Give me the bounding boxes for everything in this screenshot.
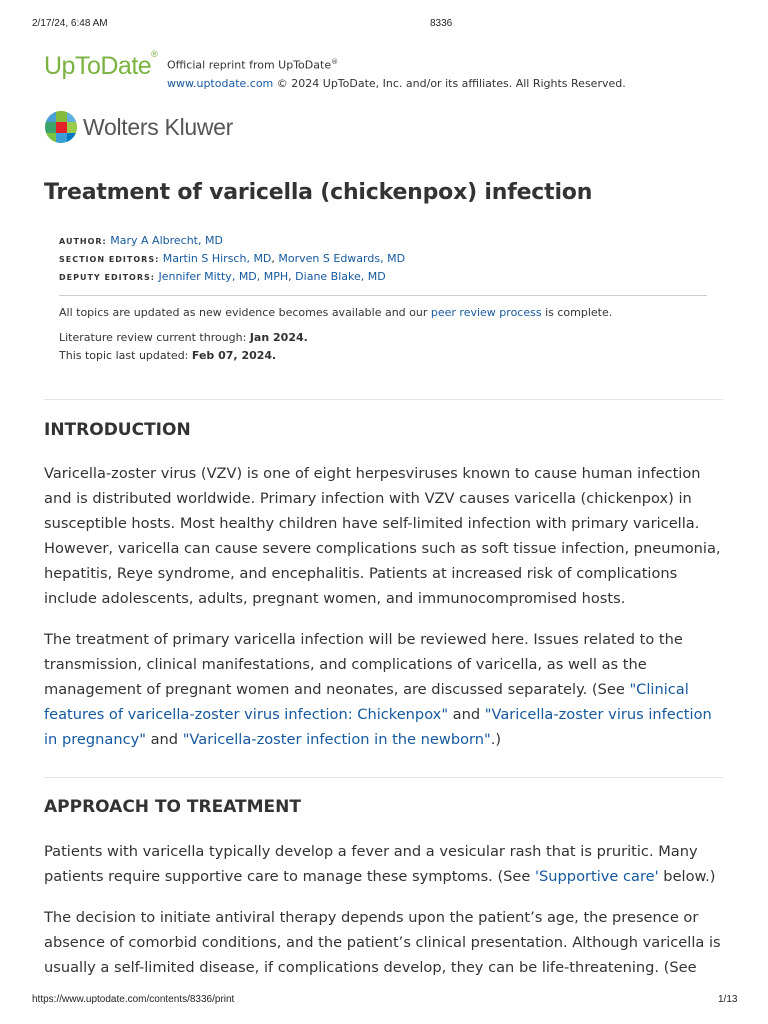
- print-page-id: 8336: [430, 18, 453, 29]
- update-note-text: All topics are updated as new evidence becomes available and our: [59, 306, 431, 319]
- last-updated: [59, 347, 707, 365]
- deputy-editor-link[interactable]: Diane Blake, MD: [295, 270, 386, 283]
- registered-mark: ®: [151, 48, 158, 59]
- separator: ,: [271, 252, 279, 265]
- introduction-paragraph: [44, 627, 729, 752]
- deputy-editor-link[interactable]: Jennifer Mitty, MD, MPH: [158, 270, 289, 283]
- paragraph-text: and: [448, 706, 485, 723]
- supportive-care-link[interactable]: 'Supportive care': [535, 868, 659, 885]
- paragraph-text: Patients with varicella typically develop a fever and a vesicular rash that is pruritic. Many patients require supportive care to manage these symptoms. (See: [44, 843, 698, 885]
- section-divider: [44, 777, 723, 778]
- last-updated-label: This topic last updated:: [59, 349, 192, 362]
- uptodate-logo[interactable]: [44, 48, 158, 81]
- copyright-text: © 2024 UpToDate, Inc. and/or its affiliates. All Rights Reserved.: [273, 76, 626, 90]
- section-divider: [44, 399, 723, 400]
- lit-review: [59, 329, 707, 347]
- deputy-editors-label: DEPUTY EDITORS:: [59, 273, 155, 282]
- approach-heading: APPROACH TO TREATMENT: [44, 797, 301, 817]
- article-title: Treatment of varicella (chickenpox) infection: [44, 180, 593, 205]
- section-editor-link[interactable]: Martin S Hirsch, MD: [162, 252, 272, 265]
- peer-review-link[interactable]: peer review process: [430, 306, 542, 319]
- approach-paragraph: The decision to initiate antiviral therapy depends upon the patient’s age, the presence or absence of comorbid conditions, and the patient’s clinical presentation. Although varicella is usually a self-limited disease, if complications develop, they can be life-threatening. (See: [44, 909, 721, 976]
- section-editors-row: [59, 250, 707, 268]
- author-label: AUTHOR:: [59, 237, 107, 246]
- update-note-text: is complete.: [541, 306, 613, 319]
- paragraph-text: .): [490, 731, 502, 748]
- update-note: [59, 304, 707, 322]
- paragraph-text: and: [145, 731, 183, 748]
- last-updated-date: Feb 07, 2024.: [191, 349, 277, 362]
- reprint-mark: ®: [331, 58, 339, 66]
- introduction-paragraph: Varicella-zoster virus (VZV) is one of eight herpesviruses known to cause human infection and is distributed worldwide. Primary infection with VZV causes varicella (chickenpox) in susceptible hosts. Most healthy children have self-limited infection with primary varicella. However, varicella can cause severe complications such as soft tissue infection, pneumonia, hepatitis, Reye syndrome, and encephalitis. Patients at increased risk of complications include adolescents, adults, pregnant women, and immunocompromised hosts.: [44, 465, 721, 607]
- uptodate-logo-text: UpToDate: [44, 52, 152, 80]
- print-datetime: 2/17/24, 6:48 AM: [32, 18, 108, 29]
- print-page-count: 1/13: [718, 994, 738, 1005]
- approach-paragraph: [44, 839, 729, 889]
- introduction-heading: INTRODUCTION: [44, 420, 191, 440]
- wolters-kluwer-emblem-icon: [44, 110, 78, 144]
- section-editor-link[interactable]: Morven S Edwards, MD: [278, 252, 406, 265]
- reprint-notice: [167, 53, 626, 93]
- lit-review-label: Literature review current through:: [59, 331, 250, 344]
- print-url: https://www.uptodate.com/contents/8336/print: [32, 994, 235, 1005]
- meta-divider: [59, 295, 707, 296]
- article-meta: [59, 232, 707, 365]
- paragraph-text: The treatment of primary varicella infection will be reviewed here. Issues related to the transmission, clinical manifestations, and complications of varicella, as well as the management of pregnant women and neonates, are discussed separately. (See: [44, 631, 683, 698]
- paragraph-text: below.): [658, 868, 716, 885]
- reprint-line: Official reprint from UpToDate: [167, 58, 332, 72]
- topic-link[interactable]: "Clinical features of varicella-zoster virus infection: Chickenpox": [44, 681, 689, 723]
- lit-review-date: Jan 2024.: [249, 331, 308, 344]
- wolters-kluwer-logo: [44, 110, 233, 144]
- author-link[interactable]: Mary A Albrecht, MD: [110, 234, 223, 247]
- topic-link[interactable]: "Varicella-zoster infection in the newborn": [182, 731, 491, 748]
- deputy-editors-row: [59, 268, 707, 286]
- wolters-kluwer-name: Wolters Kluwer: [83, 113, 234, 140]
- section-editors-label: SECTION EDITORS:: [59, 255, 160, 264]
- site-link[interactable]: www.uptodate.com: [167, 76, 274, 90]
- author-row: [59, 232, 707, 250]
- separator: ,: [288, 270, 296, 283]
- topic-link[interactable]: "Varicella-zoster virus infection in pregnancy": [44, 706, 712, 748]
